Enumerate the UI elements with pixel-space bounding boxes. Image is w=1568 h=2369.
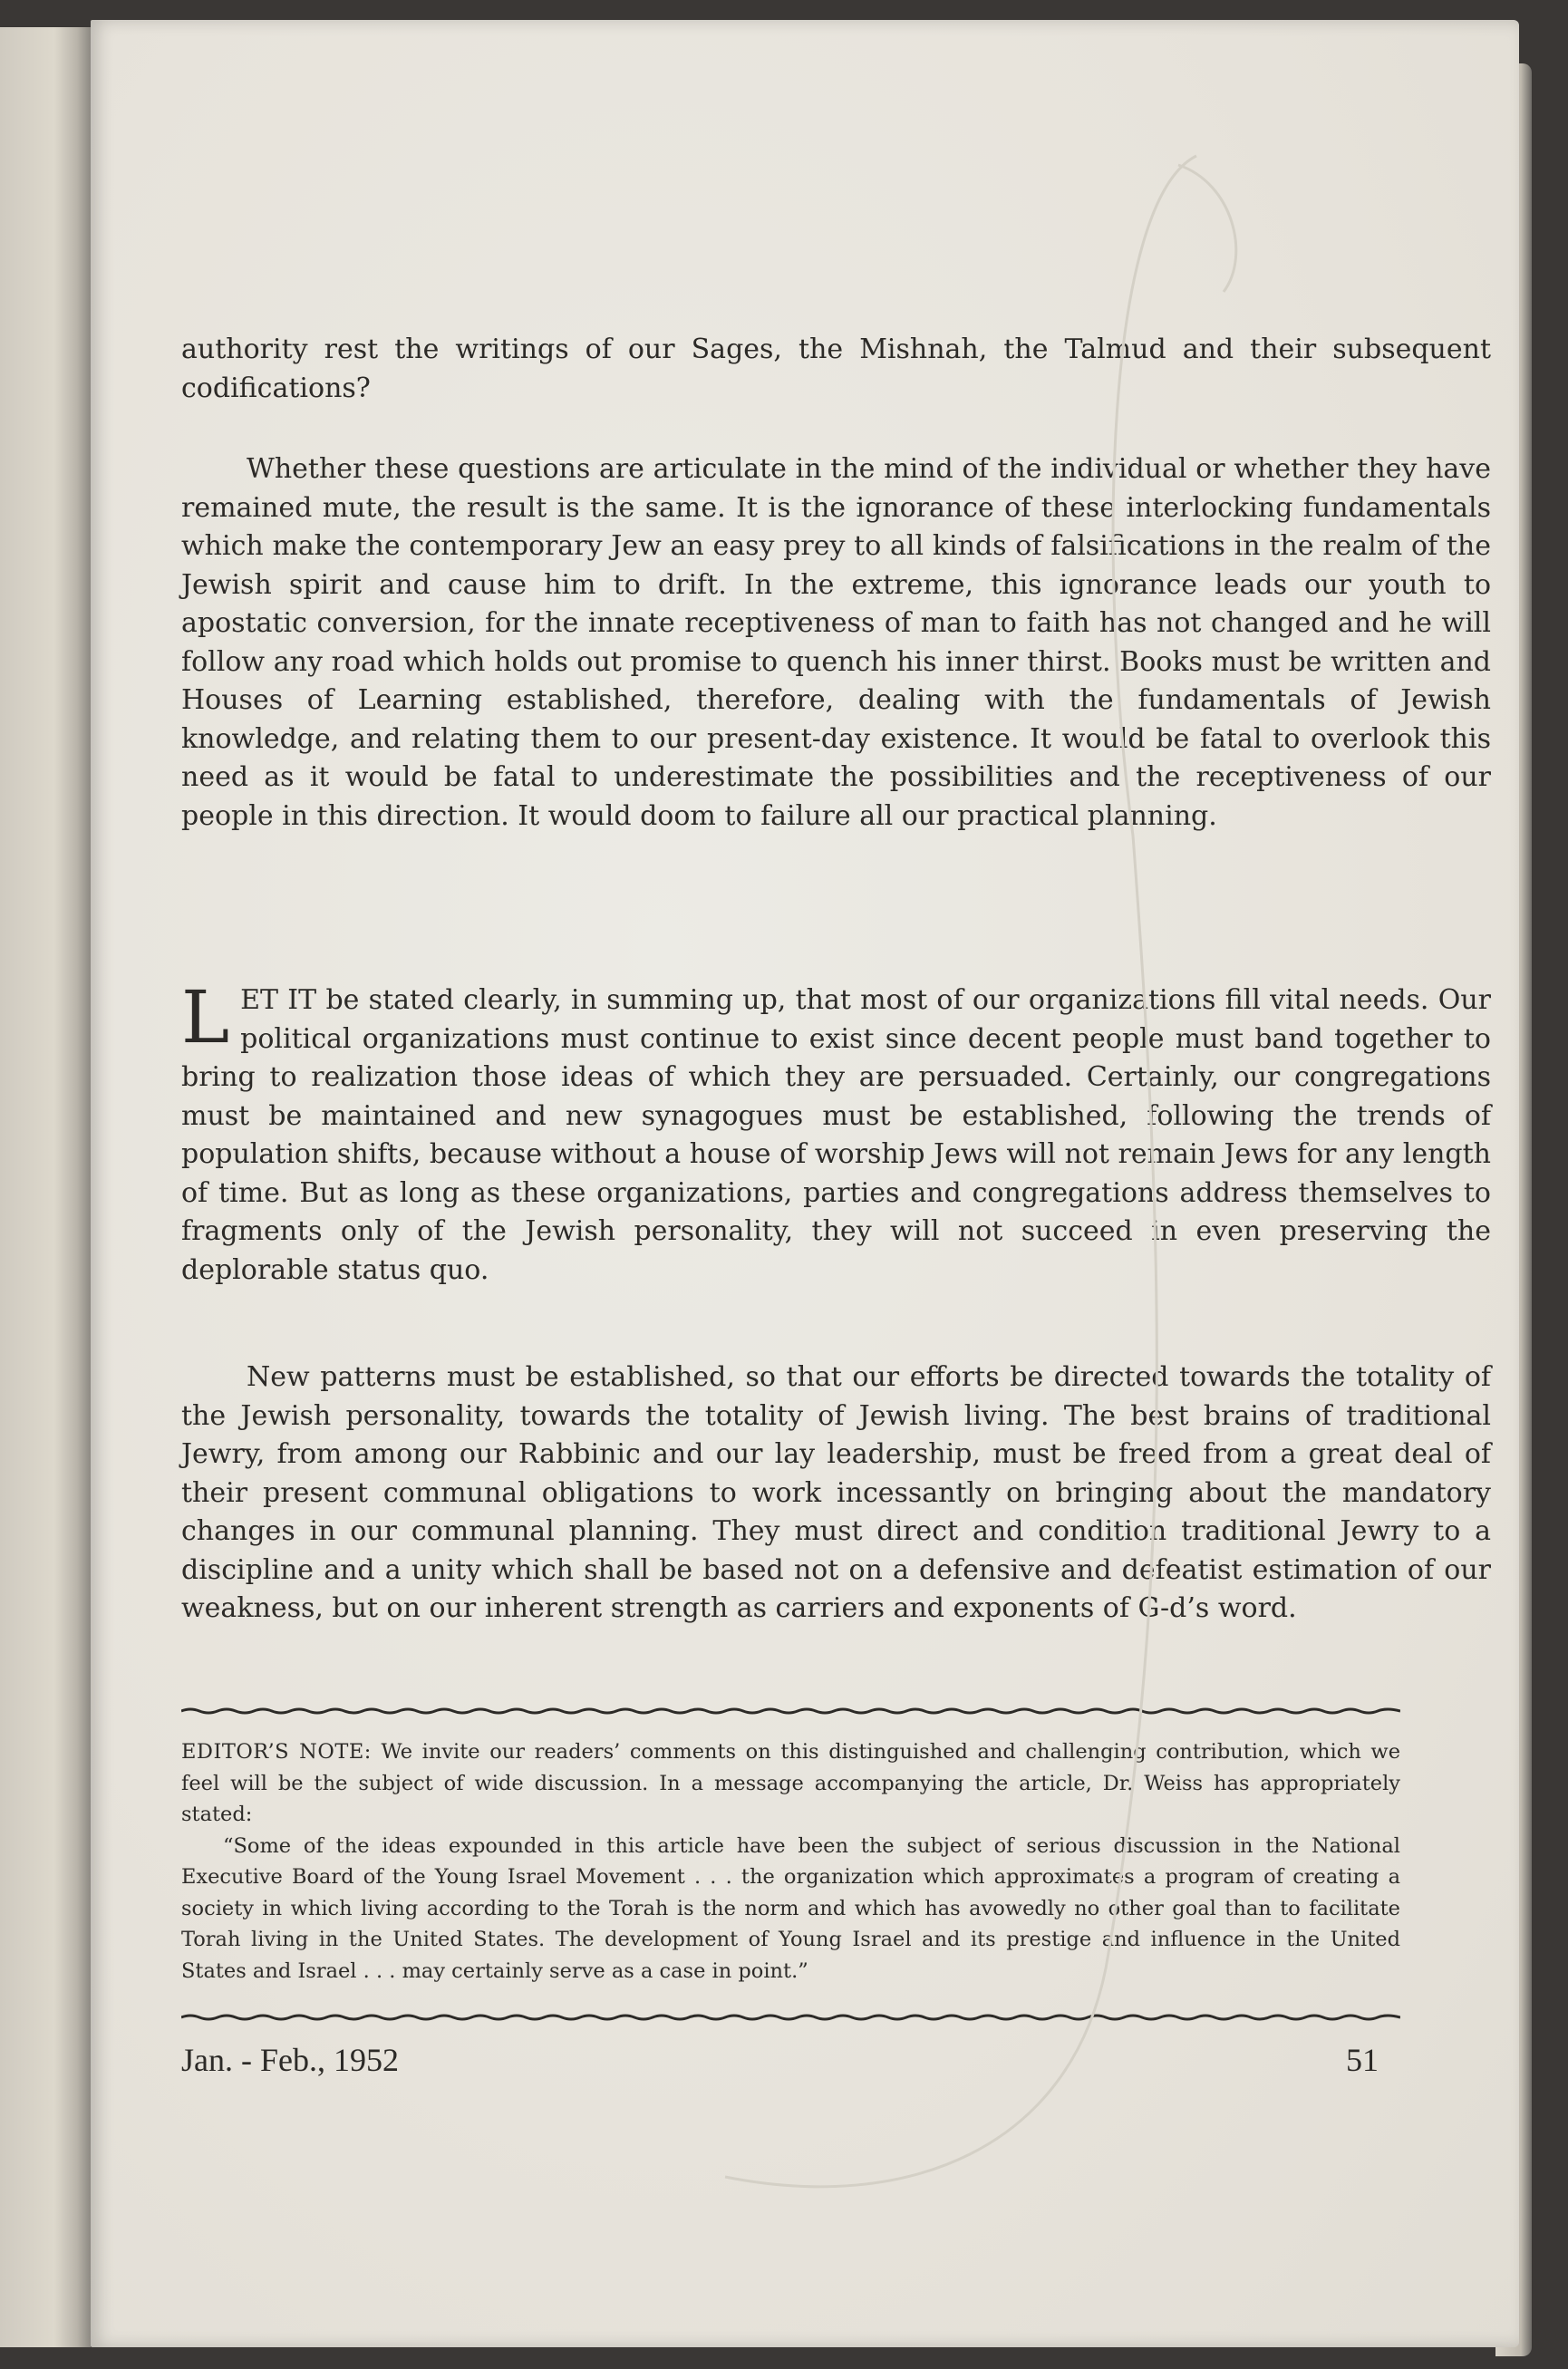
editors-note-intro: [181, 1736, 1400, 1831]
binding-spine: [0, 27, 91, 2347]
wavy-rule-bottom: [181, 2014, 1400, 2021]
issue-date: Jan. - Feb., 1952: [181, 2042, 399, 2078]
paragraph-4: New patterns must be established, so that our efforts be directed towards the totality of the Jewish personality, towards the totality of Jewish living. The best brains of traditional Jewry, from among our Rabbinic and our lay leadership, must be freed from a great deal of their present communal obligations to work incessantly on bringing about the mandatory changes in our communal planning. They must direct and condition traditional Jewry to a discipline and a unity which shall be based not on a defensive and defeatist estimation of our weakness, but on our inherent strength as carriers and exponents of G-d’s word.: [181, 1361, 1491, 1624]
wavy-rule-top: [181, 1707, 1400, 1715]
page-number: 51: [1346, 2042, 1379, 2078]
editors-note: [181, 1736, 1400, 1987]
editors-note-text: We invite our readers’ comments on this distinguished and challenging contribution, which we feel will be the subject of wide discussion. In a message accompanying the article, Dr. Weiss has appropriately stated:: [181, 1740, 1401, 1826]
paragraph-1: authority rest the writings of our Sages, the Mishnah, the Talmud and their subsequent codifications?: [181, 334, 1491, 404]
editors-note-quote: “Some of the ideas expounded in this article have been the subject of serious discussion in the National Executive Board of the Young Israel Movement . . . the organization which approximates a program of creating a society in which living according to the Torah is the norm and which has avowedly no other goal than to facilitate Torah living in the United States. The development of Young Israel and its prestige and influence in the United States and Israel . . . may certainly serve as a case in point.”: [181, 1833, 1400, 1983]
paragraph-3-text: ET IT be stated clearly, in summing up, that most of our organizations fill vital needs. Our political organizations must continue to exist since decent people must band together to bring to realization those ideas of which they are persuaded. Certainly, our congregations must be maintained and new synagogues must be established, following the trends of population shifts, because without a house of worship Jews will not remain Jews for any length of time. But as long as these organizations, parties and congregations address themselves to fragments only of the Jewish personality, they will not succeed in even preserving the deplorable status quo.: [181, 984, 1491, 1286]
editors-note-lead: EDITOR’S NOTE:: [181, 1740, 372, 1764]
magazine-page: [91, 20, 1519, 2347]
paragraph-2: Whether these questions are articulate in the mind of the individual or whether they have remained mute, the result is the same. It is the ignorance of these interlocking fundamentals which make the contemporary Jew an easy prey to all kinds of falsifications in the realm of the Jewish spirit and cause him to drift. In the extreme, this ignorance leads our youth to apostatic conversion, for the innate receptiveness of man to faith has not changed and he will follow any road which holds out promise to quench his inner thirst. Books must be written and Houses of Learning established, therefore, dealing with the fundamentals of Jewish knowledge, and relating them to our present-day existence. It would be fatal to overlook this need as it would be fatal to underestimate the possibilities and the receptiveness of our people in this direction. It would doom to failure all our practical planning.: [181, 453, 1491, 832]
paragraph-3: [181, 975, 1491, 1290]
drop-cap: L: [181, 975, 230, 1059]
